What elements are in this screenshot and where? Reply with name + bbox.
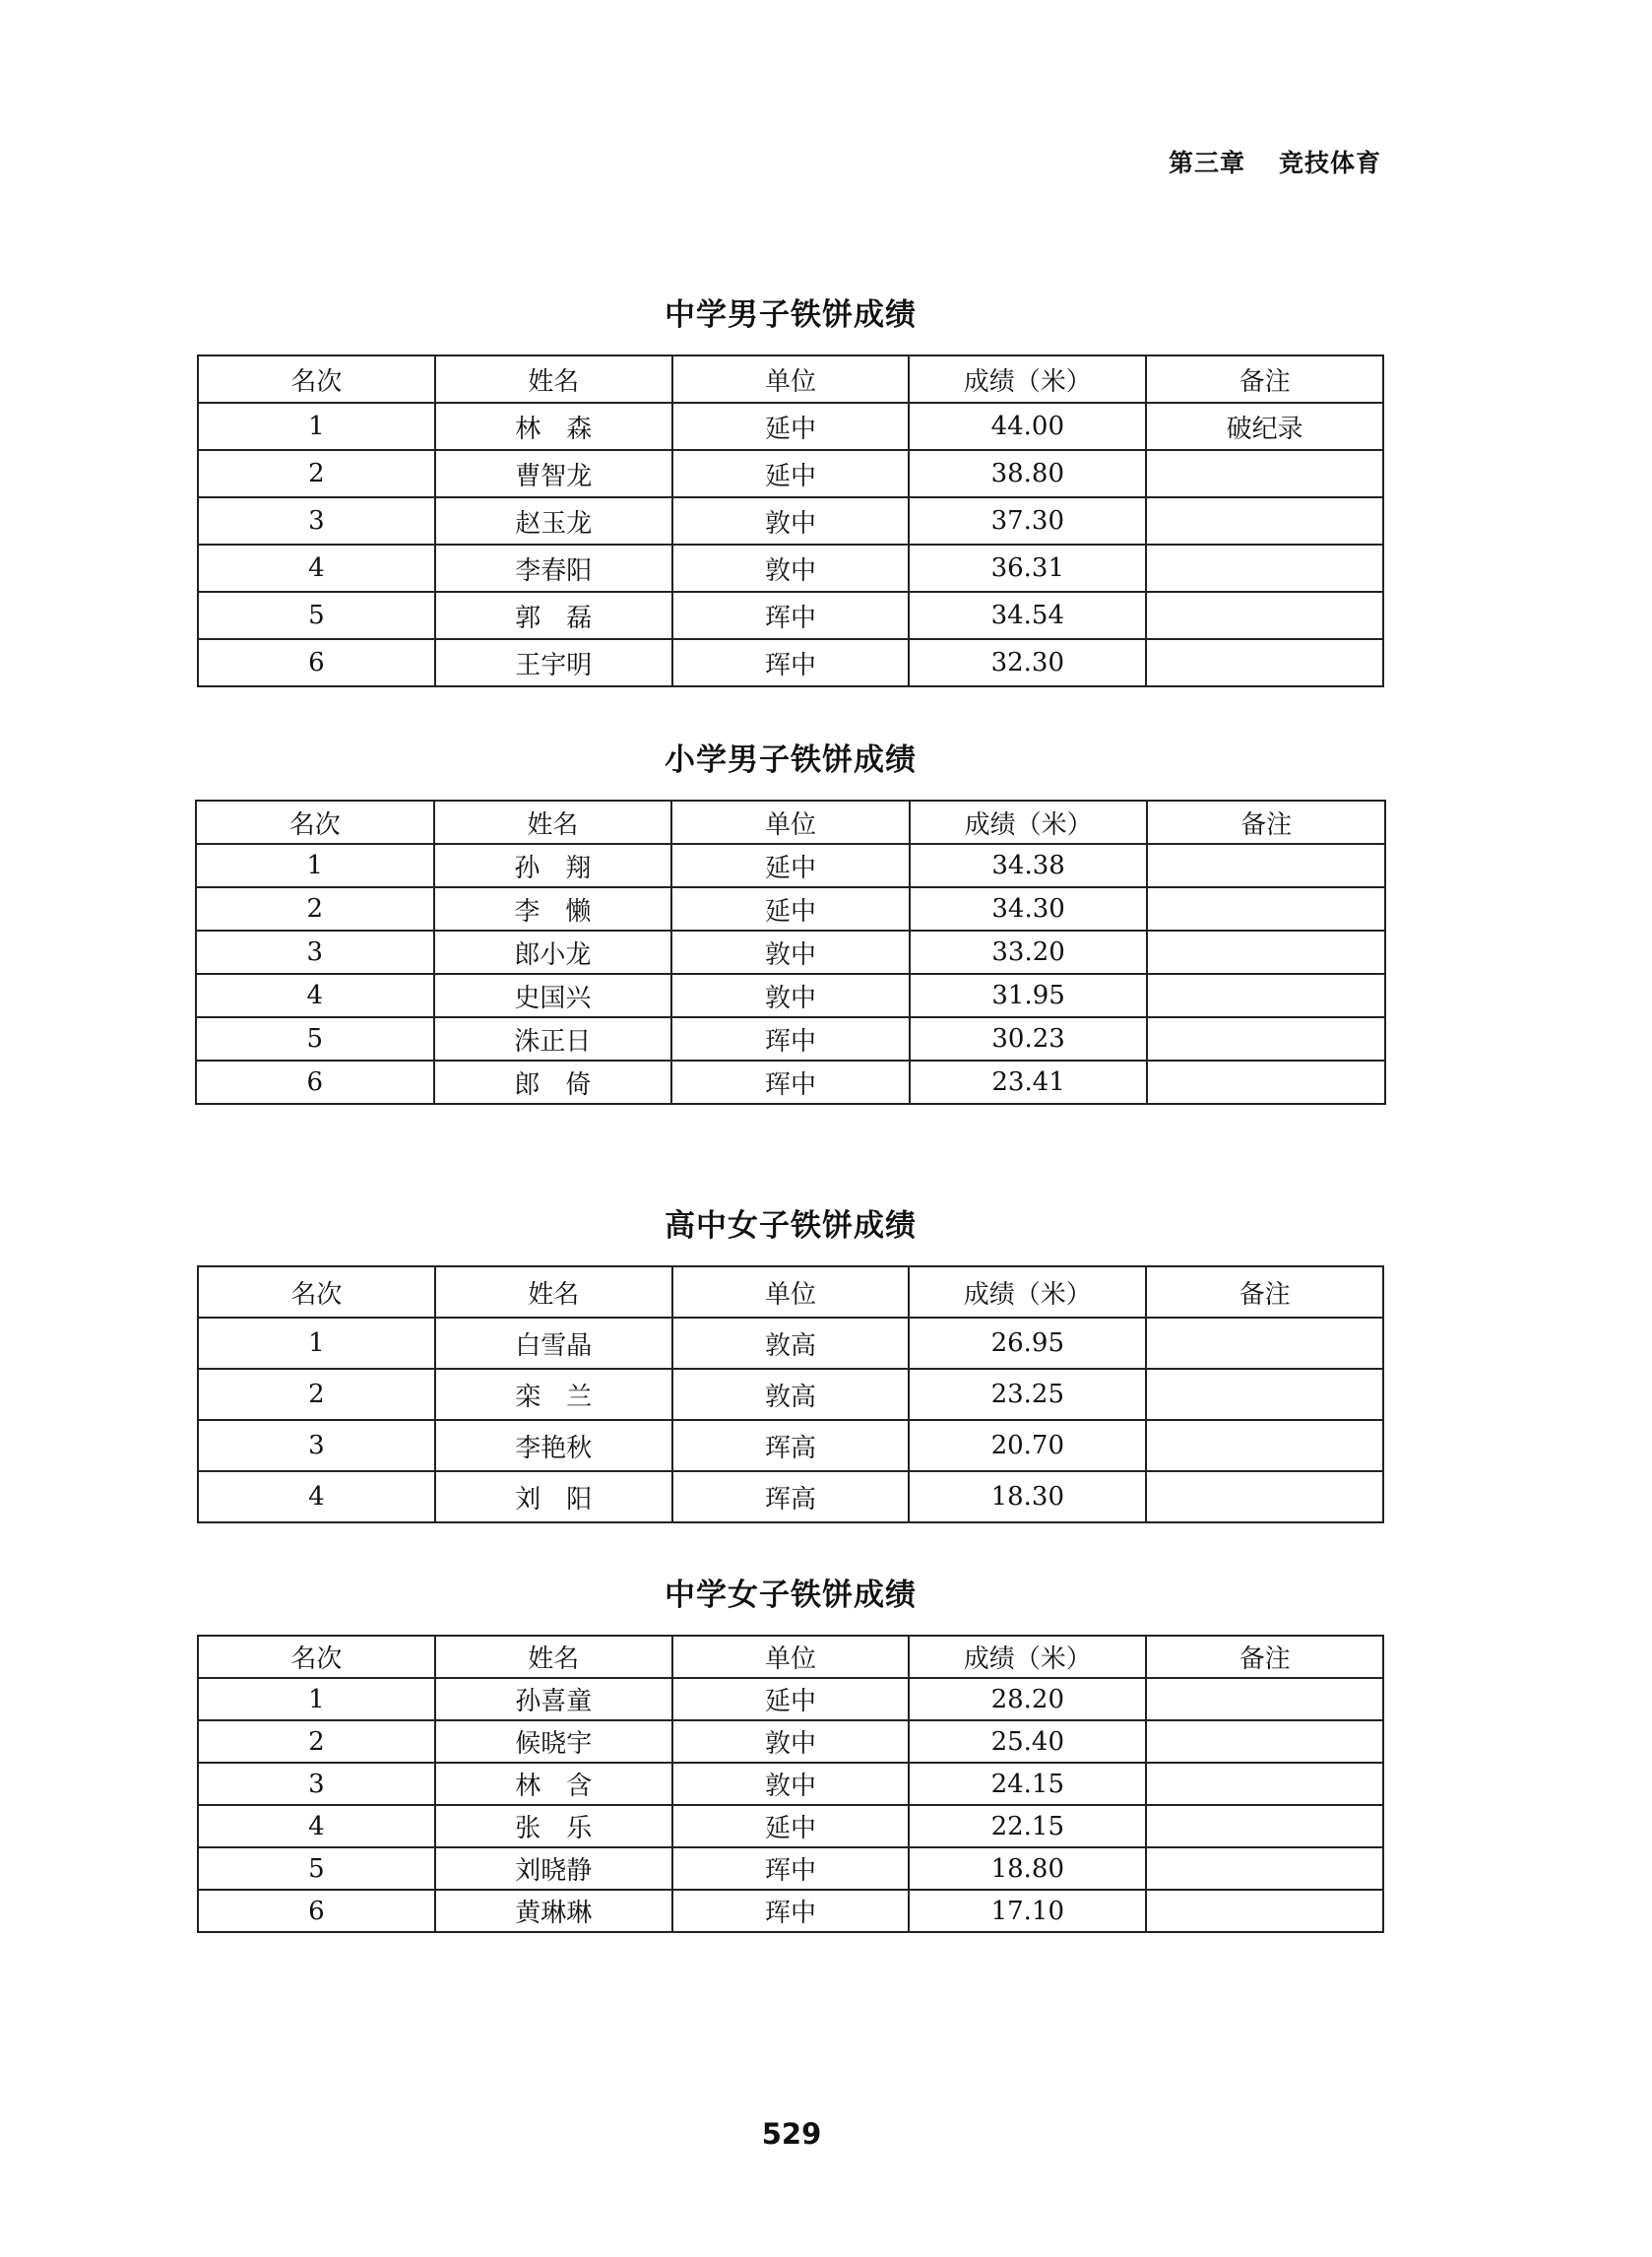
table-row [198, 450, 1383, 497]
table-cell: 6 [196, 1061, 434, 1104]
column-header: 姓名 [435, 355, 672, 403]
table-cell [1147, 931, 1385, 974]
table-row [198, 1890, 1383, 1932]
table-cell: 敦中 [671, 974, 910, 1017]
results-table [197, 1635, 1384, 1933]
section-middle-school-girls-discus [197, 1576, 1384, 1933]
table-cell: 5 [196, 1017, 434, 1061]
column-header: 名次 [196, 801, 434, 844]
table-row [196, 931, 1385, 974]
header-topic: 竞技体育 [1278, 149, 1381, 177]
table-cell: 珲中 [671, 1017, 910, 1061]
table-row [198, 497, 1383, 545]
table-cell [1146, 497, 1383, 545]
table-cell [1146, 639, 1383, 686]
table-cell: 22.15 [909, 1805, 1146, 1847]
table-cell [1146, 1890, 1383, 1932]
table-cell: 2 [198, 1720, 435, 1763]
table-row [198, 639, 1383, 686]
table-cell: 赵玉龙 [435, 497, 672, 545]
table-cell: 孙喜童 [435, 1678, 672, 1720]
table-row [196, 1017, 1385, 1061]
table-cell: 4 [198, 1805, 435, 1847]
column-header: 成绩（米） [909, 1636, 1146, 1678]
column-header: 单位 [671, 801, 910, 844]
table-cell: 4 [198, 1471, 435, 1522]
table-cell [1146, 1720, 1383, 1763]
table-row [198, 1471, 1383, 1522]
table-cell: 栾 兰 [435, 1369, 672, 1420]
table-title: 中学男子铁饼成绩 [665, 297, 917, 333]
table-cell: 敦中 [671, 931, 910, 974]
table-cell: 洙正日 [434, 1017, 672, 1061]
column-header: 名次 [198, 1636, 435, 1678]
table-cell: 张 乐 [435, 1805, 672, 1847]
table-cell: 4 [198, 545, 435, 592]
table-cell [1147, 1061, 1385, 1104]
table-row [196, 844, 1385, 887]
column-header: 名次 [198, 355, 435, 403]
table-cell: 31.95 [910, 974, 1148, 1017]
table-cell: 林 森 [435, 403, 672, 450]
table-cell: 延中 [672, 1805, 910, 1847]
table-row [198, 1420, 1383, 1471]
table-cell: 敦中 [672, 545, 910, 592]
column-header: 单位 [672, 355, 910, 403]
table-cell: 珲中 [672, 1847, 910, 1890]
table-cell: 3 [198, 1763, 435, 1805]
table-row [196, 974, 1385, 1017]
table-cell: 延中 [672, 1678, 910, 1720]
table-cell: 36.31 [909, 545, 1146, 592]
table-cell: 25.40 [909, 1720, 1146, 1763]
table-cell: 李春阳 [435, 545, 672, 592]
column-header: 成绩（米） [909, 1266, 1146, 1318]
column-header: 名次 [198, 1266, 435, 1318]
table-cell [1147, 887, 1385, 931]
table-cell: 23.41 [910, 1061, 1148, 1104]
table-cell [1146, 1678, 1383, 1720]
section-primary-school-boys-discus [195, 741, 1386, 1105]
table-cell: 26.95 [909, 1318, 1146, 1369]
table-cell: 1 [198, 403, 435, 450]
table-cell: 34.30 [910, 887, 1148, 931]
table-cell: 18.80 [909, 1847, 1146, 1890]
column-header: 成绩（米） [909, 355, 1146, 403]
table-cell: 38.80 [909, 450, 1146, 497]
table-cell [1146, 1471, 1383, 1522]
table-cell: 破纪录 [1146, 403, 1383, 450]
table-cell: 珲高 [672, 1471, 910, 1522]
table-cell: 珲中 [672, 639, 910, 686]
results-table [197, 355, 1384, 687]
table-row [198, 1318, 1383, 1369]
section-high-school-girls-discus [197, 1206, 1384, 1523]
table-row [198, 403, 1383, 450]
table-cell: 黄琳琳 [435, 1890, 672, 1932]
table-cell [1146, 450, 1383, 497]
table-cell: 林 含 [435, 1763, 672, 1805]
table-cell: 珲中 [672, 1890, 910, 1932]
header-chapter: 第三章 [1168, 149, 1245, 177]
table-cell: 延中 [671, 887, 910, 931]
section-middle-school-boys-discus [197, 295, 1384, 687]
table-cell: 2 [198, 1369, 435, 1420]
table-cell [1146, 1420, 1383, 1471]
table-cell: 5 [198, 1847, 435, 1890]
table-cell: 敦中 [672, 1763, 910, 1805]
table-cell: 郭 磊 [435, 592, 672, 639]
table-title: 中学女子铁饼成绩 [665, 1578, 917, 1613]
header-row [198, 355, 1383, 403]
table-cell: 李艳秋 [435, 1420, 672, 1471]
table-cell: 敦中 [672, 1720, 910, 1763]
table-cell [1146, 1369, 1383, 1420]
column-header: 备注 [1146, 1636, 1383, 1678]
column-header: 姓名 [435, 1636, 672, 1678]
table-cell: 37.30 [909, 497, 1146, 545]
table-cell: 18.30 [909, 1471, 1146, 1522]
table-row [198, 1847, 1383, 1890]
header-row [198, 1636, 1383, 1678]
table-cell: 史国兴 [434, 974, 672, 1017]
table-cell: 6 [198, 1890, 435, 1932]
table-cell: 候晓宇 [435, 1720, 672, 1763]
table-cell: 刘晓静 [435, 1847, 672, 1890]
table-cell: 20.70 [909, 1420, 1146, 1471]
header-row [198, 1266, 1383, 1318]
table-cell: 24.15 [909, 1763, 1146, 1805]
column-header: 备注 [1146, 1266, 1383, 1318]
table-cell [1146, 1318, 1383, 1369]
table-cell: 曹智龙 [435, 450, 672, 497]
results-table [197, 1265, 1384, 1523]
table-cell: 敦高 [672, 1369, 910, 1420]
table-row [198, 1720, 1383, 1763]
results-table [195, 800, 1386, 1105]
column-header: 姓名 [435, 1266, 672, 1318]
table-cell: 5 [198, 592, 435, 639]
table-row [198, 1763, 1383, 1805]
table-cell: 17.10 [909, 1890, 1146, 1932]
table-row [198, 545, 1383, 592]
column-header: 备注 [1146, 355, 1383, 403]
table-cell: 1 [198, 1678, 435, 1720]
header-row [196, 801, 1385, 844]
table-cell: 郎小龙 [434, 931, 672, 974]
table-cell: 28.20 [909, 1678, 1146, 1720]
table-cell: 30.23 [910, 1017, 1148, 1061]
table-cell: 刘 阳 [435, 1471, 672, 1522]
table-cell [1146, 1805, 1383, 1847]
table-cell: 6 [198, 639, 435, 686]
table-cell: 珲高 [672, 1420, 910, 1471]
table-row [196, 1061, 1385, 1104]
table-cell: 白雪晶 [435, 1318, 672, 1369]
table-cell: 珲中 [672, 592, 910, 639]
table-cell: 敦中 [672, 497, 910, 545]
table-cell: 1 [198, 1318, 435, 1369]
running-header [1169, 144, 1381, 179]
table-title: 小学男子铁饼成绩 [665, 742, 917, 778]
table-cell: 王宇明 [435, 639, 672, 686]
table-row [198, 1805, 1383, 1847]
table-cell: 3 [198, 497, 435, 545]
table-cell: 3 [196, 931, 434, 974]
table-cell: 郎 倚 [434, 1061, 672, 1104]
table-cell: 延中 [671, 844, 910, 887]
table-cell: 孙 翔 [434, 844, 672, 887]
table-cell: 珲中 [671, 1061, 910, 1104]
column-header: 单位 [672, 1266, 910, 1318]
table-cell [1147, 844, 1385, 887]
table-cell: 23.25 [909, 1369, 1146, 1420]
column-header: 成绩（米） [910, 801, 1148, 844]
table-cell: 32.30 [909, 639, 1146, 686]
table-cell: 44.00 [909, 403, 1146, 450]
table-cell: 34.54 [909, 592, 1146, 639]
table-cell [1146, 545, 1383, 592]
table-cell [1146, 1763, 1383, 1805]
table-cell: 1 [196, 844, 434, 887]
table-cell: 敦高 [672, 1318, 910, 1369]
table-title: 高中女子铁饼成绩 [665, 1208, 917, 1244]
table-cell [1146, 592, 1383, 639]
table-cell: 34.38 [910, 844, 1148, 887]
table-row [198, 592, 1383, 639]
table-cell: 3 [198, 1420, 435, 1471]
page-number: 529 [761, 2117, 822, 2151]
table-cell: 33.20 [910, 931, 1148, 974]
table-row [198, 1369, 1383, 1420]
table-cell: 李 懒 [434, 887, 672, 931]
table-cell [1146, 1847, 1383, 1890]
table-row [196, 887, 1385, 931]
column-header: 姓名 [434, 801, 672, 844]
table-cell [1147, 974, 1385, 1017]
column-header: 单位 [672, 1636, 910, 1678]
table-cell: 2 [196, 887, 434, 931]
table-cell: 延中 [672, 450, 910, 497]
table-cell [1147, 1017, 1385, 1061]
table-cell: 延中 [672, 403, 910, 450]
table-row [198, 1678, 1383, 1720]
table-cell: 2 [198, 450, 435, 497]
table-cell: 4 [196, 974, 434, 1017]
column-header: 备注 [1147, 801, 1385, 844]
